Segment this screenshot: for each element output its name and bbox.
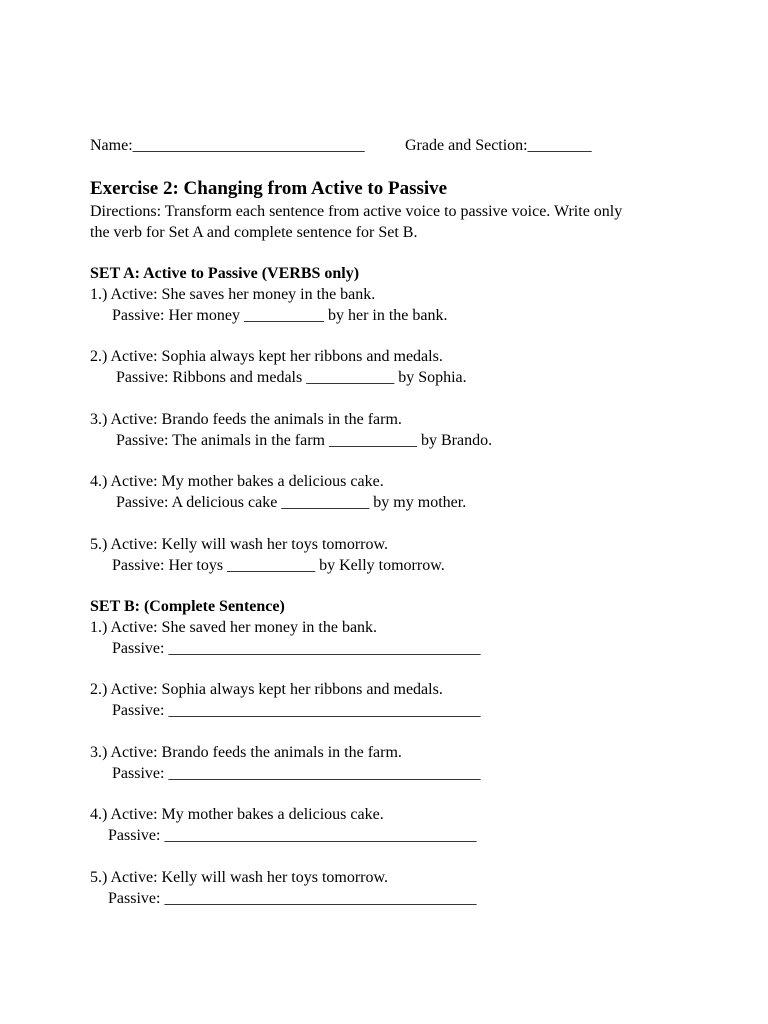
- set-a-item-2-active: 2.) Active: Sophia always kept her ribbons and medals.: [90, 348, 443, 365]
- directions-line-1: Directions: Transform each sentence from active voice to passive voice. Write only: [90, 203, 623, 220]
- name-field-label: Name:_____________________________: [90, 137, 365, 154]
- set-a-item-5-passive: Passive: Her toys ___________ by Kelly tomorrow.: [112, 557, 445, 574]
- set-b-item-5-passive: Passive: _______________________________________: [108, 890, 477, 907]
- set-b-item-1-active: 1.) Active: She saved her money in the bank.: [90, 619, 378, 636]
- set-b-item-3-active: 3.) Active: Brando feeds the animals in the farm.: [90, 744, 402, 761]
- set-a-item-1-active: 1.) Active: She saves her money in the bank.: [90, 286, 376, 303]
- set-a-heading: SET A: Active to Passive (VERBS only): [90, 265, 360, 282]
- set-a-item-4-passive: Passive: A delicious cake ___________ by my mother.: [116, 494, 467, 511]
- set-a-item-3-passive: Passive: The animals in the farm ___________ by Brando.: [116, 432, 493, 449]
- set-a-item-5-active: 5.) Active: Kelly will wash her toys tomorrow.: [90, 536, 389, 553]
- directions-line-2: the verb for Set A and complete sentence for Set B.: [90, 224, 418, 241]
- set-a-item-2-passive: Passive: Ribbons and medals ___________ by Sophia.: [116, 369, 467, 386]
- exercise-title: Exercise 2: Changing from Active to Passive: [90, 178, 448, 199]
- set-b-heading: SET B: (Complete Sentence): [90, 598, 285, 615]
- set-a-item-1-passive: Passive: Her money __________ by her in the bank.: [112, 307, 448, 324]
- set-b-item-4-active: 4.) Active: My mother bakes a delicious cake.: [90, 806, 384, 823]
- set-a-item-4-active: 4.) Active: My mother bakes a delicious cake.: [90, 473, 384, 490]
- set-b-item-5-active: 5.) Active: Kelly will wash her toys tomorrow.: [90, 869, 389, 886]
- set-a-item-3-active: 3.) Active: Brando feeds the animals in the farm.: [90, 411, 402, 428]
- set-b-item-3-passive: Passive: _______________________________________: [112, 765, 481, 782]
- grade-section-field-label: Grade and Section:________: [405, 137, 592, 154]
- set-b-item-2-passive: Passive: _______________________________________: [112, 702, 481, 719]
- set-b-item-2-active: 2.) Active: Sophia always kept her ribbons and medals.: [90, 681, 443, 698]
- set-b-item-1-passive: Passive: _______________________________________: [112, 640, 481, 657]
- set-b-item-4-passive: Passive: _______________________________________: [108, 827, 477, 844]
